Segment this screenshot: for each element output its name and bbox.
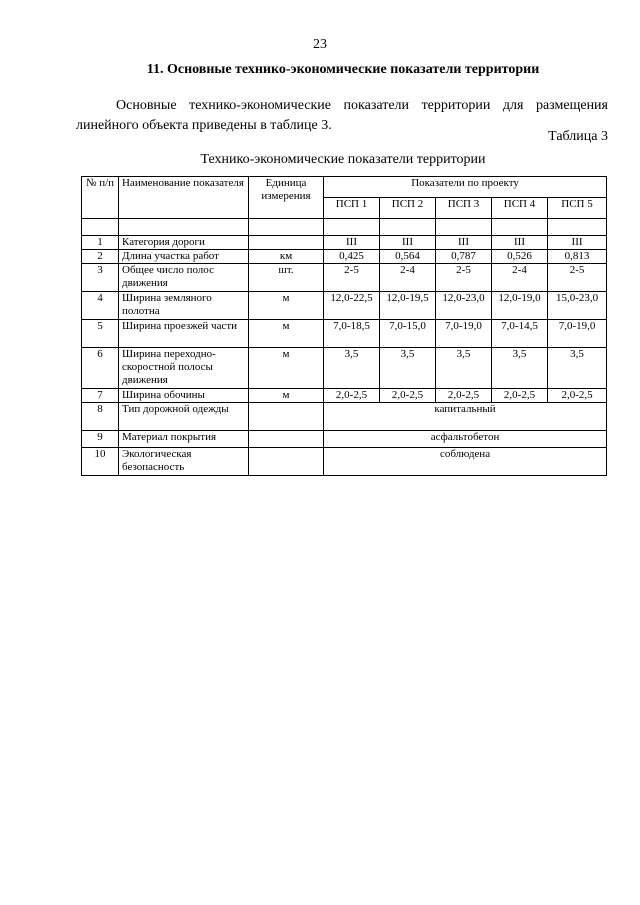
table-row [82, 348, 607, 389]
row-name: Ширина обочины [119, 389, 249, 403]
row-value: 7,0-18,5 [324, 320, 380, 348]
table-row [82, 250, 607, 264]
row-num: 10 [82, 448, 119, 476]
table-row [82, 292, 607, 320]
row-merged-value: асфальтобетон [324, 431, 607, 448]
header-psp-3: ПСП 3 [436, 198, 492, 219]
row-unit: км [249, 250, 324, 264]
row-value: 3,5 [324, 348, 380, 389]
row-value: 7,0-19,0 [548, 320, 607, 348]
row-value: 2-5 [324, 264, 380, 292]
row-num: 1 [82, 236, 119, 250]
row-merged-value: капитальный [324, 403, 607, 431]
table-row [82, 403, 607, 431]
table-caption: Технико-экономические показатели территории [200, 152, 486, 167]
row-num: 5 [82, 320, 119, 348]
header-unit: Единица измерения [249, 177, 324, 219]
row-value: 2,0-2,5 [548, 389, 607, 403]
row-name: Тип дорожной одежды [119, 403, 249, 431]
section-heading: 11. Основные технико-экономические показатели территории [146, 62, 540, 77]
row-value: 2,0-2,5 [492, 389, 548, 403]
row-unit: м [249, 292, 324, 320]
row-value: 12,0-22,5 [324, 292, 380, 320]
row-value: 3,5 [492, 348, 548, 389]
header-project: Показатели по проекту [324, 177, 607, 198]
row-merged-value: соблюдена [324, 448, 607, 476]
table-row [82, 431, 607, 448]
row-value: 3,5 [380, 348, 436, 389]
row-name: Ширина проезжей части [119, 320, 249, 348]
row-num: 7 [82, 389, 119, 403]
header-psp-1: ПСП 1 [324, 198, 380, 219]
row-unit: шт. [249, 264, 324, 292]
table-row [82, 448, 607, 476]
row-unit [249, 448, 324, 476]
row-value: 0,425 [324, 250, 380, 264]
row-unit: м [249, 320, 324, 348]
row-value: 2-5 [436, 264, 492, 292]
row-value: 2-4 [380, 264, 436, 292]
row-value: 2,0-2,5 [436, 389, 492, 403]
row-value: 2,0-2,5 [324, 389, 380, 403]
row-value: III [492, 236, 548, 250]
row-value: 7,0-15,0 [380, 320, 436, 348]
row-num: 8 [82, 403, 119, 431]
table-spacer-row [82, 219, 607, 236]
row-unit [249, 236, 324, 250]
row-num: 2 [82, 250, 119, 264]
row-value: 2,0-2,5 [380, 389, 436, 403]
table-header-row [82, 177, 607, 198]
row-num: 9 [82, 431, 119, 448]
table-label: Таблица 3 [548, 129, 608, 144]
row-value: 0,813 [548, 250, 607, 264]
table-row [82, 264, 607, 292]
row-num: 3 [82, 264, 119, 292]
row-name: Длина участка работ [119, 250, 249, 264]
header-psp-5: ПСП 5 [548, 198, 607, 219]
table-row [82, 389, 607, 403]
row-value: 2-5 [548, 264, 607, 292]
row-value: 15,0-23,0 [548, 292, 607, 320]
intro-paragraph: Основные технико-экономические показатели территории для размещения линейного объекта приведены в таблице 3. [76, 98, 608, 133]
indicators-table [81, 176, 607, 476]
row-value: 3,5 [548, 348, 607, 389]
row-unit: м [249, 348, 324, 389]
row-value: 0,787 [436, 250, 492, 264]
row-unit: м [249, 389, 324, 403]
header-num: № п/п [82, 177, 119, 219]
row-name: Ширина земляного полотна [119, 292, 249, 320]
row-value: 7,0-19,0 [436, 320, 492, 348]
row-value: 7,0-14,5 [492, 320, 548, 348]
row-value: 12,0-23,0 [436, 292, 492, 320]
row-value: 3,5 [436, 348, 492, 389]
row-value: III [548, 236, 607, 250]
row-num: 6 [82, 348, 119, 389]
header-name: Наименование показателя [119, 177, 249, 219]
row-unit [249, 403, 324, 431]
row-name: Материал покрытия [119, 431, 249, 448]
row-value: III [380, 236, 436, 250]
page-number: 23 [313, 37, 327, 52]
row-unit [249, 431, 324, 448]
row-value: III [324, 236, 380, 250]
header-psp-4: ПСП 4 [492, 198, 548, 219]
row-value: 0,526 [492, 250, 548, 264]
table-row [82, 236, 607, 250]
row-name: Категория дороги [119, 236, 249, 250]
table-row [82, 320, 607, 348]
row-value: 12,0-19,0 [492, 292, 548, 320]
header-psp-2: ПСП 2 [380, 198, 436, 219]
row-num: 4 [82, 292, 119, 320]
row-name: Экологическая безопасность [119, 448, 249, 476]
row-name: Общее число полос движения [119, 264, 249, 292]
row-value: III [436, 236, 492, 250]
row-value: 12,0-19,5 [380, 292, 436, 320]
row-value: 2-4 [492, 264, 548, 292]
row-name: Ширина переходно-скоростной полосы движения [119, 348, 249, 389]
row-value: 0,564 [380, 250, 436, 264]
